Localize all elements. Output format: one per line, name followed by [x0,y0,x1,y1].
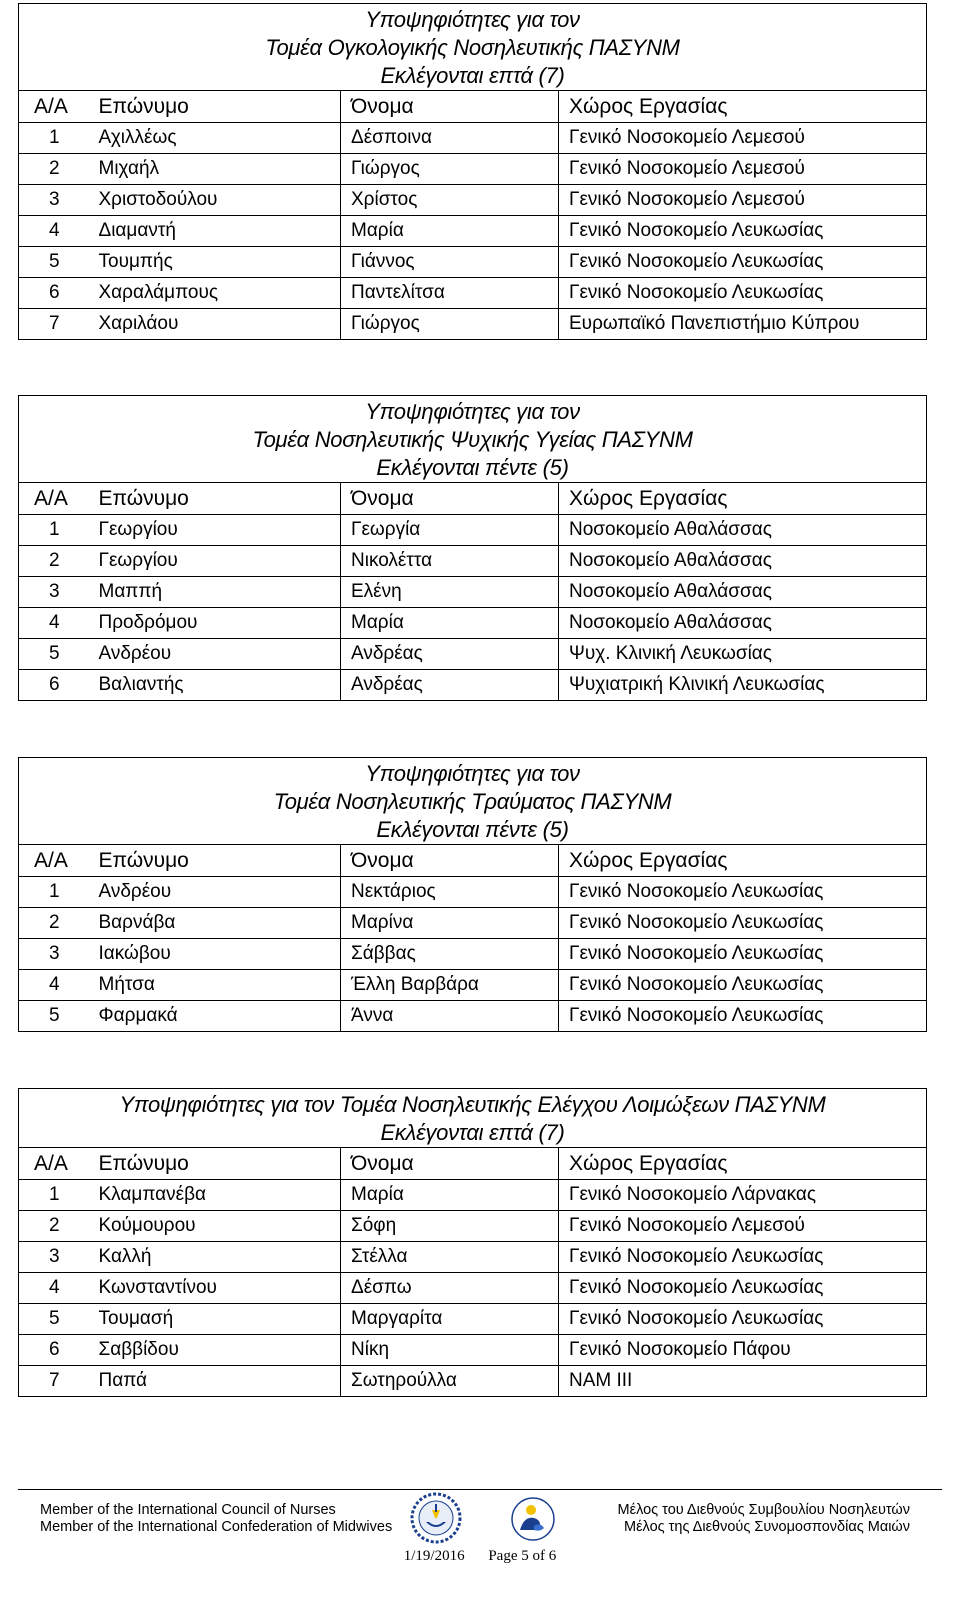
table-row [19,577,927,608]
footer-left-line1: Member of the International Council of Nurses [40,1502,336,1518]
table-cell: 5 [19,1304,93,1335]
table-row [19,670,927,701]
table-cell: Φαρμακά [93,1001,341,1032]
table-cell: Ψυχ. Κλινική Λευκωσίας [559,639,927,670]
table-cell: Στέλλα [341,1242,559,1273]
candidates-table [18,1088,927,1397]
footer-date: 1/19/2016 [403,1548,465,1564]
table-cell: Νικολέττα [341,546,559,577]
table-cell: Μαππή [93,577,341,608]
table-cell: Μαρία [341,608,559,639]
table-row [19,1366,927,1397]
section-title [19,396,927,483]
column-header: Α/Α [19,91,93,123]
table-cell: Σόφη [341,1211,559,1242]
table-cell: Γενικό Νοσοκομείο Λευκωσίας [559,247,927,278]
table-cell: Γενικό Νοσοκομείο Λεμεσού [559,123,927,154]
section-title-line: Υποψηφιότητες για τον Τομέα Νοσηλευτικής Ελέγχου Λοιμώξεων ΠΑΣΥΝΜ [119,1092,826,1117]
table-row [19,278,927,309]
table-cell: Νοσοκομείο Αθαλάσσας [559,577,927,608]
table-row [19,1304,927,1335]
table-cell: 7 [19,309,93,340]
column-header: Χώρος Εργασίας [559,1148,927,1180]
table-cell: Χαριλάου [93,309,341,340]
table-row [19,154,927,185]
table-cell: 4 [19,608,93,639]
table-cell: 4 [19,970,93,1001]
section-title-line: Υποψηφιότητες για τον [365,761,580,786]
column-header: Όνομα [341,845,559,877]
table-cell: 5 [19,639,93,670]
table-cell: Γενικό Νοσοκομείο Λευκωσίας [559,1001,927,1032]
table-row [19,247,927,278]
section-title-line: Εκλέγονται επτά (7) [380,63,565,88]
table-cell: Κούμουρου [93,1211,341,1242]
table-row [19,639,927,670]
table-cell: Ανδρέου [93,639,341,670]
table-cell: Καλλή [93,1242,341,1273]
table-cell: Γιώργος [341,154,559,185]
table-cell: Σάββας [341,939,559,970]
table-cell: Δέσποινα [341,123,559,154]
table-cell: Γενικό Νοσοκομείο Λάρνακας [559,1180,927,1211]
column-header: Α/Α [19,845,93,877]
table-cell: 2 [19,1211,93,1242]
column-header: Α/Α [19,1148,93,1180]
table-cell: Γενικό Νοσοκομείο Λευκωσίας [559,1304,927,1335]
table-cell: Νοσοκομείο Αθαλάσσας [559,608,927,639]
table-cell: Γεωργίου [93,515,341,546]
footer-right-line2: Μέλος της Διεθνούς Συνομοσπονδίας Μαιών [624,1519,910,1535]
section-title-line: Υποψηφιότητες για τον [365,7,580,32]
table-cell: 3 [19,577,93,608]
table-row [19,123,927,154]
table-cell: Γενικό Νοσοκομείο Λευκωσίας [559,278,927,309]
table-row [19,970,927,1001]
table-cell: Κλαμπανέβα [93,1180,341,1211]
table-row [19,1335,927,1366]
section-title-line: Εκλέγονται επτά (7) [380,1120,565,1145]
table-row [19,1242,927,1273]
table-cell: Γενικό Νοσοκομείο Λεμεσού [559,1211,927,1242]
table-cell: Γενικό Νοσοκομείο Λευκωσίας [559,970,927,1001]
table-cell: Γιώργος [341,309,559,340]
table-cell: Μήτσα [93,970,341,1001]
table-cell: 6 [19,278,93,309]
column-header: Χώρος Εργασίας [559,845,927,877]
footer-bottom [0,1548,960,1565]
table-cell: 5 [19,247,93,278]
table-row [19,1001,927,1032]
table-cell: Ευρωπαϊκό Πανεπιστήμιο Κύπρου [559,309,927,340]
table-cell: Αχιλλέως [93,123,341,154]
column-header: Α/Α [19,483,93,515]
footer-divider [18,1489,942,1490]
table-cell: Γεωργία [341,515,559,546]
candidates-table [18,3,927,340]
table-cell: Χαραλάμπους [93,278,341,309]
table-header-row [19,483,927,515]
column-header: Επώνυμο [93,91,341,123]
table-row [19,608,927,639]
table-cell: 1 [19,515,93,546]
table-row [19,216,927,247]
table-cell: Νεκτάριος [341,877,559,908]
footer-left-line2: Member of the International Confederation of Midwives [40,1519,393,1535]
table-cell: ΝΑΜ ΙΙΙ [559,1366,927,1397]
candidates-table [18,757,927,1032]
table-cell: Βαλιαντής [93,670,341,701]
table-cell: Έλλη Βαρβάρα [341,970,559,1001]
table-cell: Παπά [93,1366,341,1397]
table-row [19,908,927,939]
table-cell: Ανδρέου [93,877,341,908]
table-cell: Νοσοκομείο Αθαλάσσας [559,515,927,546]
section-title-line: Εκλέγονται πέντε (5) [376,817,569,842]
table-row [19,546,927,577]
table-cell: Μιχαήλ [93,154,341,185]
table-cell: Σαββίδου [93,1335,341,1366]
table-cell: 5 [19,1001,93,1032]
table-cell: Ανδρέας [341,639,559,670]
footer-right [618,1502,910,1536]
table-cell: Νίκη [341,1335,559,1366]
table-cell: Χρίστος [341,185,559,216]
table-cell: Γεωργίου [93,546,341,577]
table-cell: Γενικό Νοσοκομείο Λεμεσού [559,185,927,216]
table-cell: Δέσπω [341,1273,559,1304]
footer-left [40,1502,392,1536]
section-title [19,758,927,845]
column-header: Όνομα [341,483,559,515]
table-cell: Μαργαρίτα [341,1304,559,1335]
table-cell: Γιάννος [341,247,559,278]
table-cell: 1 [19,1180,93,1211]
column-header: Επώνυμο [93,845,341,877]
section-title-line: Τομέα Νοσηλευτικής Τραύματος ΠΑΣΥΝΜ [273,789,672,814]
table-cell: Γενικό Νοσοκομείο Πάφου [559,1335,927,1366]
table-cell: Γενικό Νοσοκομείο Λευκωσίας [559,216,927,247]
table-cell: Γενικό Νοσοκομείο Λευκωσίας [559,1273,927,1304]
section-title-line: Τομέα Ογκολογικής Νοσηλευτικής ΠΑΣΥΝΜ [265,35,680,60]
footer-page-number: Page 5 of 6 [488,1548,557,1564]
footer-right-line1: Μέλος του Διεθνούς Συμβουλίου Νοσηλευτών [617,1502,910,1518]
table-row [19,1211,927,1242]
table-cell: 3 [19,1242,93,1273]
table-cell: 1 [19,877,93,908]
table-cell: Σωτηρούλλα [341,1366,559,1397]
table-header-row [19,1148,927,1180]
column-header: Χώρος Εργασίας [559,91,927,123]
table-cell: Ιακώβου [93,939,341,970]
table-cell: Γενικό Νοσοκομείο Λευκωσίας [559,939,927,970]
table-cell: Άννα [341,1001,559,1032]
column-header: Επώνυμο [93,483,341,515]
candidates-table [18,395,927,701]
table-row [19,309,927,340]
table-cell: 1 [19,123,93,154]
table-cell: Γενικό Νοσοκομείο Λευκωσίας [559,877,927,908]
table-cell: Προδρόμου [93,608,341,639]
table-header-row [19,845,927,877]
table-cell: 6 [19,670,93,701]
table-cell: 3 [19,939,93,970]
table-row [19,877,927,908]
table-cell: Χριστοδούλου [93,185,341,216]
table-cell: Μαρία [341,1180,559,1211]
table-cell: Τουμπής [93,247,341,278]
table-row [19,515,927,546]
table-cell: Μαρίνα [341,908,559,939]
column-header: Όνομα [341,1148,559,1180]
section-title [19,1089,927,1148]
table-cell: 7 [19,1366,93,1397]
table-row [19,939,927,970]
table-cell: Κωνσταντίνου [93,1273,341,1304]
section-title-line: Εκλέγονται πέντε (5) [376,455,569,480]
table-cell: 4 [19,216,93,247]
table-cell: Νοσοκομείο Αθαλάσσας [559,546,927,577]
section-title-line: Υποψηφιότητες για τον [365,399,580,424]
table-cell: Ψυχιατρική Κλινική Λευκωσίας [559,670,927,701]
table-cell: 3 [19,185,93,216]
table-cell: Γενικό Νοσοκομείο Λευκωσίας [559,908,927,939]
table-cell: Ανδρέας [341,670,559,701]
column-header: Όνομα [341,91,559,123]
table-row [19,1273,927,1304]
table-row [19,185,927,216]
table-cell: Ελένη [341,577,559,608]
column-header: Επώνυμο [93,1148,341,1180]
table-cell: Παντελίτσα [341,278,559,309]
section-title-line: Τομέα Νοσηλευτικής Ψυχικής Υγείας ΠΑΣΥΝΜ [252,427,693,452]
table-cell: 4 [19,1273,93,1304]
table-cell: 2 [19,908,93,939]
table-cell: Τουμασή [93,1304,341,1335]
table-cell: Μαρία [341,216,559,247]
column-header: Χώρος Εργασίας [559,483,927,515]
table-cell: Διαμαντή [93,216,341,247]
table-cell: 2 [19,546,93,577]
table-cell: Βαρνάβα [93,908,341,939]
table-cell: Γενικό Νοσοκομείο Λεμεσού [559,154,927,185]
table-cell: Γενικό Νοσοκομείο Λευκωσίας [559,1242,927,1273]
table-cell: 6 [19,1335,93,1366]
icn-logo-icon [410,1492,462,1544]
table-cell: 2 [19,154,93,185]
table-header-row [19,91,927,123]
section-title [19,4,927,91]
icm-logo-icon [510,1496,556,1542]
table-row [19,1180,927,1211]
